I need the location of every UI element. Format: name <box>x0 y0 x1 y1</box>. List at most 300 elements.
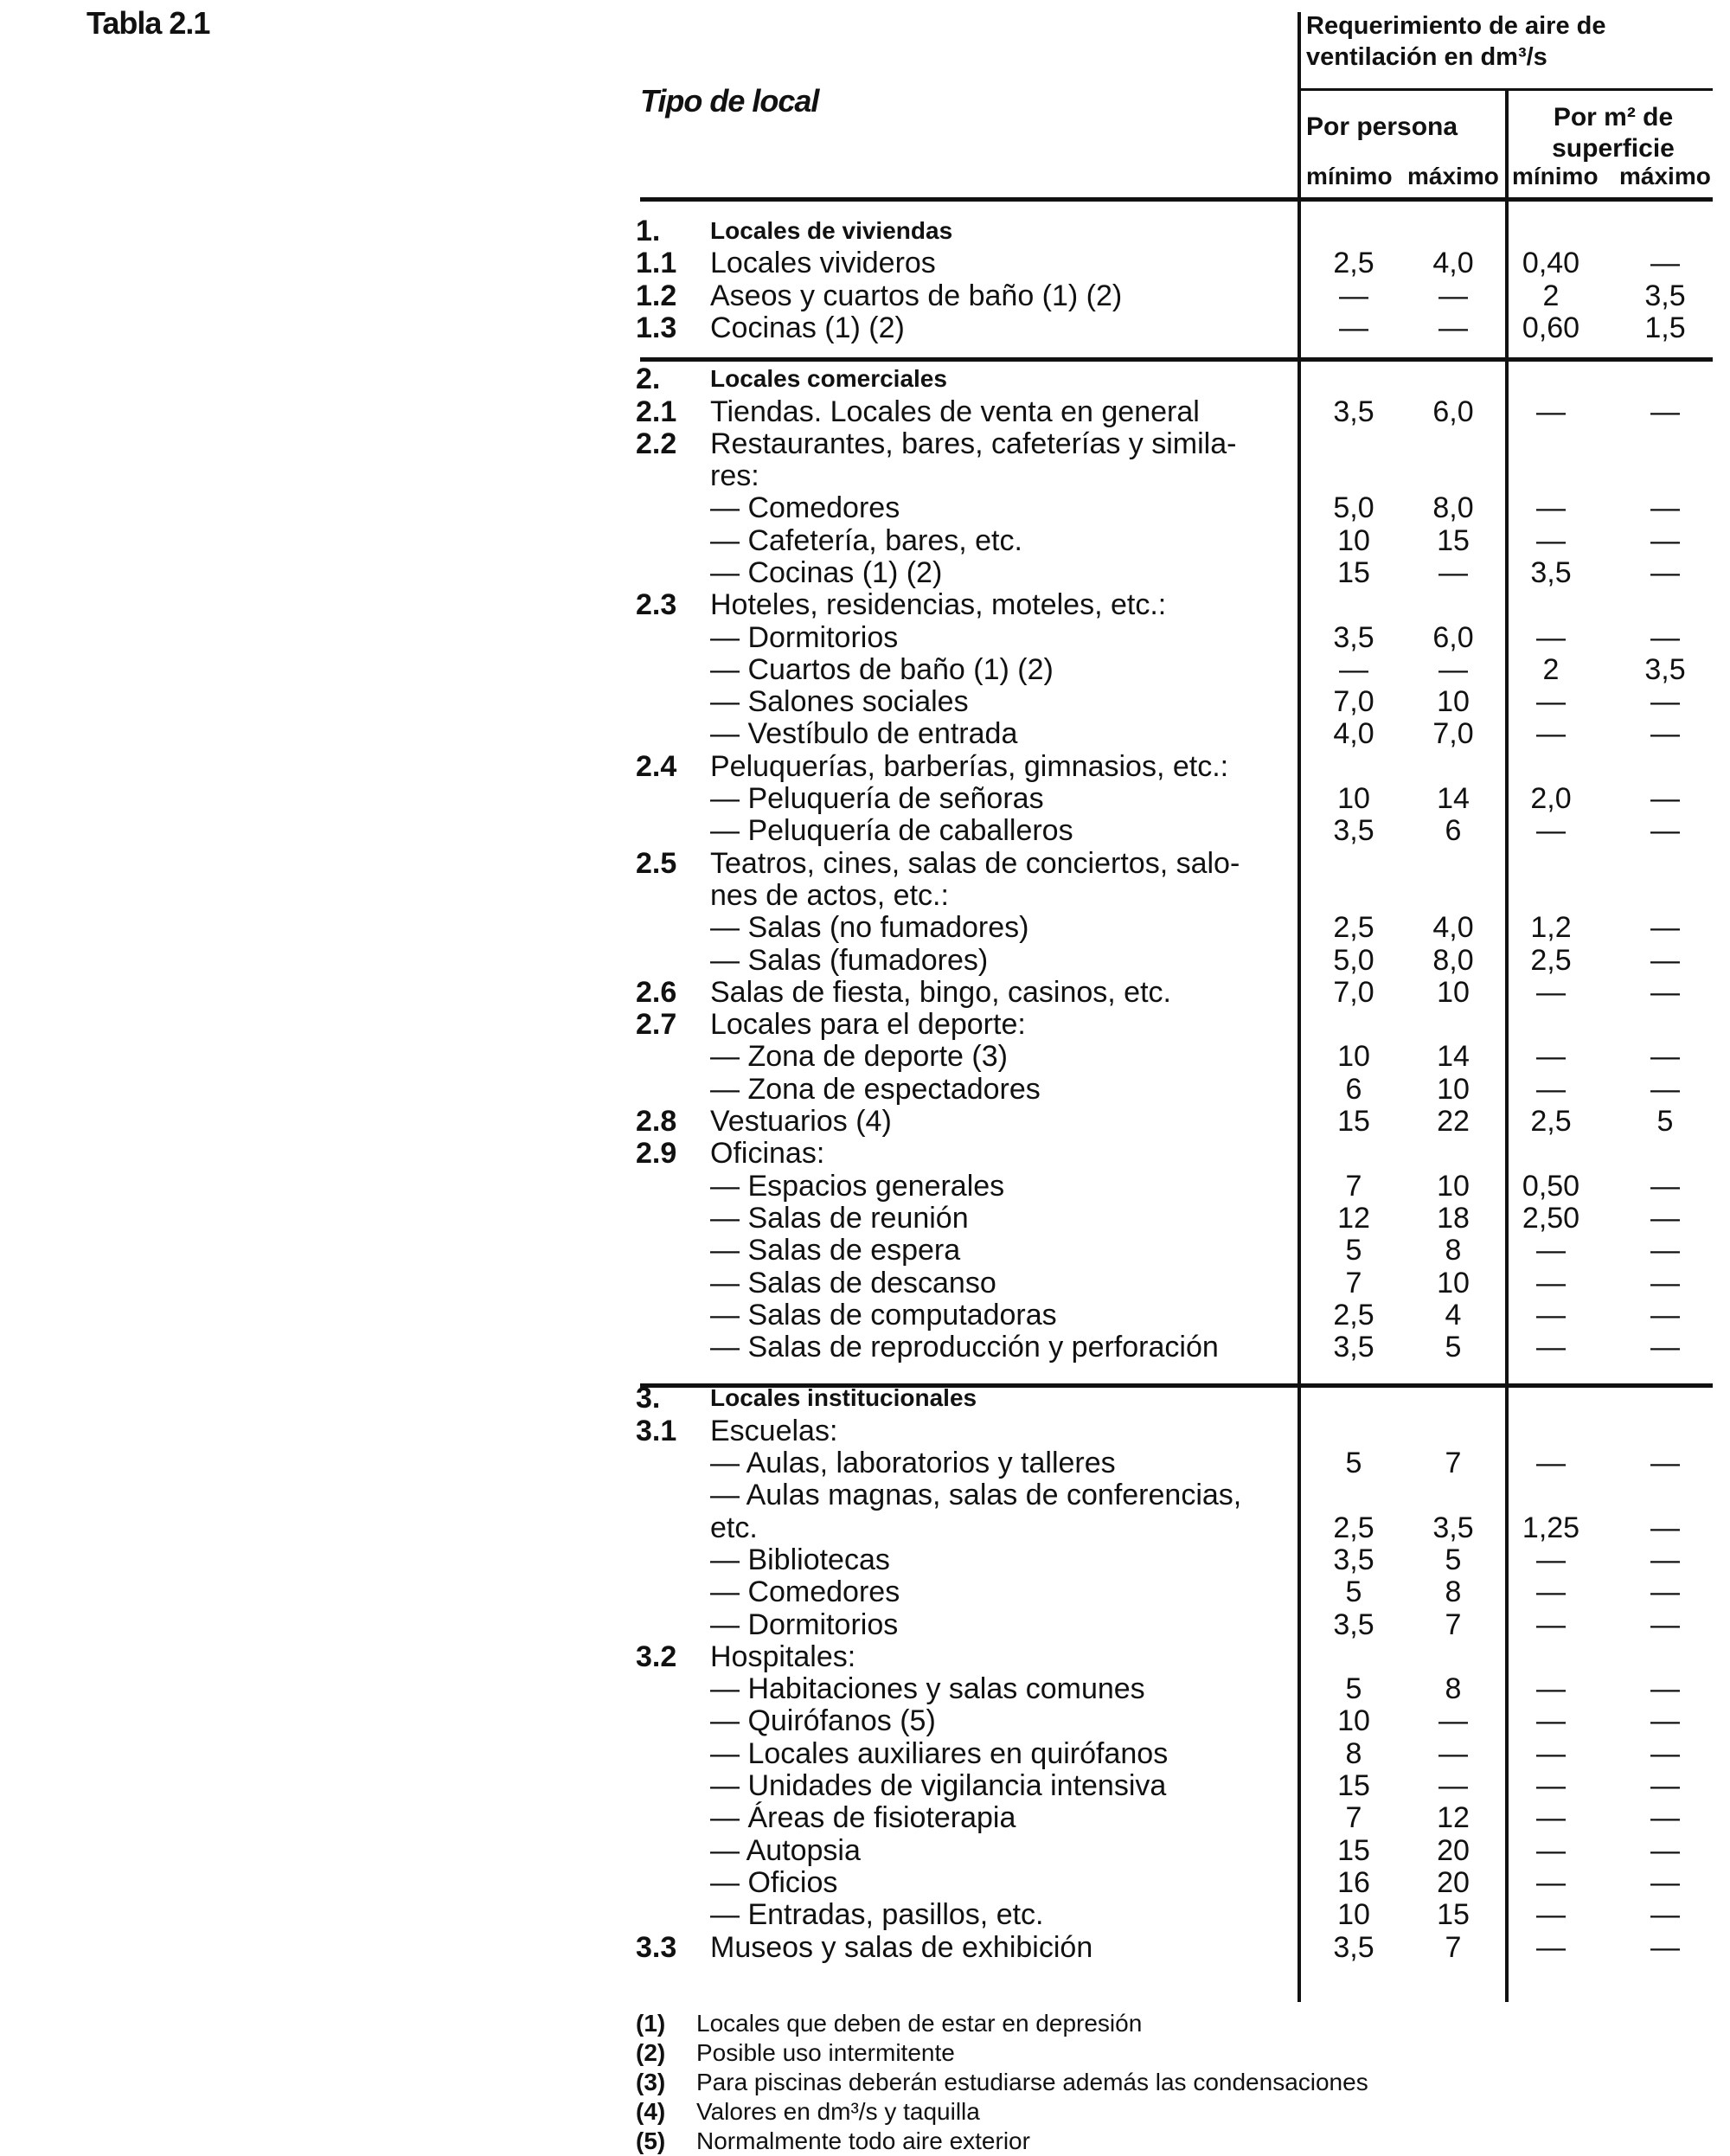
row-number: 2.5 <box>636 847 677 880</box>
cell-max-persona: 8 <box>1445 1234 1462 1267</box>
cell-max-persona: 10 <box>1437 1170 1470 1203</box>
row-label: — Vestíbulo de entrada <box>710 717 1018 750</box>
cell-max-m2: — <box>1650 1672 1680 1705</box>
table-row <box>636 247 1726 279</box>
cell-max-m2: — <box>1650 1769 1680 1802</box>
cell-min-m2: — <box>1536 621 1566 654</box>
table-row <box>636 1575 1726 1608</box>
section-rule-2 <box>640 357 1713 362</box>
row-label: Oficinas: <box>710 1137 825 1170</box>
cell-min-m2: 2,5 <box>1530 944 1572 977</box>
cell-min-m2: — <box>1536 1704 1566 1737</box>
cell-max-m2: — <box>1650 1704 1680 1737</box>
cell-min-m2: — <box>1536 1866 1566 1899</box>
cell-min-m2: — <box>1536 1234 1566 1267</box>
cell-max-m2: 1,5 <box>1644 311 1686 344</box>
cell-max-persona: — <box>1438 556 1468 589</box>
footnote-text: Normalmente todo aire exterior <box>696 2127 1030 2154</box>
cell-min-persona: 10 <box>1337 1898 1370 1931</box>
cell-min-persona: 10 <box>1337 782 1370 815</box>
cell-max-m2: — <box>1650 1331 1680 1364</box>
cell-max-persona: 6,0 <box>1432 621 1474 654</box>
cell-max-m2: 5 <box>1656 1105 1674 1138</box>
header-minimo-persona: mínimo <box>1306 163 1393 189</box>
row-label: — Aulas magnas, salas de conferencias, <box>710 1479 1242 1511</box>
table-row <box>636 1898 1726 1931</box>
cell-max-persona: 8,0 <box>1432 491 1474 524</box>
cell-max-m2: — <box>1650 1267 1680 1299</box>
row-label: — Cafetería, bares, etc. <box>710 524 1022 557</box>
cell-max-persona: 7 <box>1445 1447 1462 1479</box>
cell-max-m2: — <box>1650 717 1680 750</box>
table-row <box>636 1737 1726 1770</box>
cell-min-persona: 7 <box>1345 1801 1362 1834</box>
cell-min-m2: — <box>1536 1267 1566 1299</box>
row-number: 2.8 <box>636 1105 677 1138</box>
cell-min-m2: — <box>1536 1331 1566 1364</box>
cell-min-m2: 3,5 <box>1530 556 1572 589</box>
cell-min-persona: 4,0 <box>1333 717 1374 750</box>
row-label: — Autopsia <box>710 1834 861 1867</box>
table-row <box>636 1447 1726 1479</box>
cell-max-m2: 3,5 <box>1644 653 1686 686</box>
cell-min-persona: — <box>1339 311 1368 344</box>
header-requirement <box>1306 10 1721 73</box>
row-label: — Zona de deporte (3) <box>710 1040 1008 1073</box>
cell-max-persona: — <box>1438 1769 1468 1802</box>
cell-max-persona: 6 <box>1445 814 1462 847</box>
cell-min-persona: 7,0 <box>1333 685 1374 718</box>
header-rule <box>640 197 1713 202</box>
cell-min-persona: 12 <box>1337 1202 1370 1235</box>
row-label: Peluquerías, barberías, gimnasios, etc.: <box>710 750 1229 783</box>
cell-max-persona: 5 <box>1445 1543 1462 1576</box>
footnote-text: Valores en dm³/s y taquilla <box>696 2098 980 2125</box>
row-number: 1.3 <box>636 311 677 344</box>
cell-max-persona: 8 <box>1445 1575 1462 1608</box>
row-label: nes de actos, etc.: <box>710 879 949 912</box>
cell-max-persona: 18 <box>1437 1202 1470 1235</box>
footnote-text: Para piscinas deberán estudiarse además las condensaciones <box>696 2069 1368 2095</box>
row-label: Salas de fiesta, bingo, casinos, etc. <box>710 976 1171 1009</box>
row-number: 3.1 <box>636 1415 677 1447</box>
row-label: — Cocinas (1) (2) <box>710 556 943 589</box>
row-number: 2.9 <box>636 1137 677 1170</box>
row-number: 2.7 <box>636 1008 677 1041</box>
cell-max-m2: — <box>1650 621 1680 654</box>
cell-min-m2: 1,2 <box>1530 911 1572 944</box>
row-number: 1.1 <box>636 247 677 279</box>
row-label: — Locales auxiliares en quirófanos <box>710 1737 1169 1770</box>
cell-min-persona: 2,5 <box>1333 911 1374 944</box>
cell-min-persona: 3,5 <box>1333 1543 1374 1576</box>
header-minimo-m2: mínimo <box>1512 163 1599 189</box>
table-row <box>636 1331 1726 1364</box>
row-label: — Salones sociales <box>710 685 969 718</box>
cell-max-persona: — <box>1438 311 1468 344</box>
table-row <box>636 621 1726 654</box>
cell-min-persona: 2,5 <box>1333 1299 1374 1331</box>
table-row <box>636 311 1726 344</box>
cell-min-persona: 3,5 <box>1333 621 1374 654</box>
cell-min-m2: — <box>1536 717 1566 750</box>
cell-min-persona: 15 <box>1337 1769 1370 1802</box>
cell-min-persona: 10 <box>1337 524 1370 557</box>
cell-min-m2: — <box>1536 976 1566 1009</box>
row-label: — Áreas de fisioterapia <box>710 1801 1016 1834</box>
cell-min-m2: — <box>1536 1737 1566 1770</box>
row-number: 2. <box>636 363 661 395</box>
cell-max-m2: — <box>1650 782 1680 815</box>
table-row <box>636 1234 1726 1267</box>
cell-max-persona: 10 <box>1437 1073 1470 1106</box>
row-number: 3.2 <box>636 1640 677 1673</box>
row-label: Aseos y cuartos de baño (1) (2) <box>710 279 1123 312</box>
footnote-mark: (5) <box>636 2127 666 2154</box>
row-label: — Quirófanos (5) <box>710 1704 936 1737</box>
header-por-m2 <box>1509 102 1717 164</box>
cell-max-m2: — <box>1650 1737 1680 1770</box>
header-maximo-persona: máximo <box>1407 163 1499 189</box>
table-row <box>636 1137 1726 1170</box>
table-row <box>636 395 1726 428</box>
table-row <box>636 847 1726 880</box>
row-label: Hospitales: <box>710 1640 856 1673</box>
row-label: Tiendas. Locales de venta en general <box>710 395 1200 428</box>
row-label: — Entradas, pasillos, etc. <box>710 1898 1044 1931</box>
cell-min-persona: 3,5 <box>1333 1331 1374 1364</box>
cell-min-m2: — <box>1536 1447 1566 1479</box>
cell-min-m2: — <box>1536 1769 1566 1802</box>
cell-max-m2: — <box>1650 395 1680 428</box>
cell-min-persona: 5 <box>1345 1447 1362 1479</box>
cell-max-m2: — <box>1650 976 1680 1009</box>
table-row <box>636 1008 1726 1041</box>
cell-max-m2: — <box>1650 524 1680 557</box>
cell-min-m2: — <box>1536 491 1566 524</box>
cell-max-m2: — <box>1650 1898 1680 1931</box>
cell-max-m2: — <box>1650 1575 1680 1608</box>
cell-min-m2: — <box>1536 1040 1566 1073</box>
footnote-text: Posible uso intermitente <box>696 2039 955 2066</box>
row-label: — Espacios generales <box>710 1170 1005 1203</box>
row-label: — Unidades de vigilancia intensiva <box>710 1769 1167 1802</box>
cell-max-m2: — <box>1650 1299 1680 1331</box>
cell-min-persona: 5 <box>1345 1234 1362 1267</box>
cell-min-m2: — <box>1536 1543 1566 1576</box>
row-label: — Dormitorios <box>710 621 899 654</box>
cell-min-m2: — <box>1536 1801 1566 1834</box>
row-number: 2.6 <box>636 976 677 1009</box>
table-row <box>636 1931 1726 1964</box>
cell-min-persona: — <box>1339 653 1368 686</box>
header-req-line2: ventilación en dm³/s <box>1306 43 1547 71</box>
cell-min-persona: 3,5 <box>1333 1931 1374 1964</box>
table-row <box>636 1511 1726 1544</box>
cell-min-persona: 16 <box>1337 1866 1370 1899</box>
cell-min-m2: — <box>1536 395 1566 428</box>
table-row <box>636 427 1726 460</box>
header-m2-line1: Por m² de <box>1553 103 1674 132</box>
cell-min-m2: — <box>1536 1073 1566 1106</box>
row-number: 1.2 <box>636 279 677 312</box>
cell-min-persona: 2,5 <box>1333 1511 1374 1544</box>
table-row <box>636 879 1726 912</box>
cell-max-m2: — <box>1650 685 1680 718</box>
table-row <box>636 717 1726 750</box>
row-label: — Salas de reunión <box>710 1202 969 1235</box>
cell-min-m2: — <box>1536 1575 1566 1608</box>
cell-min-persona: 5,0 <box>1333 491 1374 524</box>
cell-max-m2: — <box>1650 1234 1680 1267</box>
row-label: — Habitaciones y salas comunes <box>710 1672 1145 1705</box>
row-label: Museos y salas de exhibición <box>710 1931 1093 1964</box>
cell-min-persona: 10 <box>1337 1040 1370 1073</box>
row-label: Locales institucionales <box>710 1384 977 1411</box>
cell-max-persona: 4 <box>1445 1299 1462 1331</box>
row-label: Locales de viviendas <box>710 217 953 244</box>
row-label: — Salas (no fumadores) <box>710 911 1029 944</box>
footnote-text: Locales que deben de estar en depresión <box>696 2010 1143 2037</box>
row-label: Escuelas: <box>710 1415 838 1447</box>
cell-max-m2: — <box>1650 1543 1680 1576</box>
cell-max-persona: 10 <box>1437 976 1470 1009</box>
cell-min-persona: 3,5 <box>1333 1608 1374 1641</box>
row-label: Locales vivideros <box>710 247 936 279</box>
cell-min-m2: 2 <box>1542 279 1560 312</box>
row-label: Teatros, cines, salas de conciertos, salo- <box>710 847 1240 880</box>
footnote-mark: (2) <box>636 2039 666 2066</box>
row-number: 3.3 <box>636 1931 677 1964</box>
table-row <box>636 1543 1726 1576</box>
cell-min-m2: 0,60 <box>1522 311 1580 344</box>
table-row <box>636 491 1726 524</box>
table-label: Tabla 2.1 <box>86 5 210 41</box>
table-row <box>636 363 1726 395</box>
row-number: 2.4 <box>636 750 677 783</box>
cell-min-persona: 15 <box>1337 1834 1370 1867</box>
table-row <box>636 1040 1726 1073</box>
row-label: Locales comerciales <box>710 365 947 392</box>
table-row <box>636 588 1726 621</box>
header-m2-line2: superficie <box>1552 134 1675 163</box>
cell-min-persona: 7 <box>1345 1170 1362 1203</box>
table-row <box>636 524 1726 557</box>
cell-max-m2: — <box>1650 1040 1680 1073</box>
cell-min-persona: 15 <box>1337 556 1370 589</box>
table-row <box>636 1170 1726 1203</box>
cell-min-m2: — <box>1536 1931 1566 1964</box>
cell-max-persona: 7 <box>1445 1608 1462 1641</box>
row-label: — Cuartos de baño (1) (2) <box>710 653 1054 686</box>
cell-min-persona: 3,5 <box>1333 395 1374 428</box>
row-label: — Peluquería de señoras <box>710 782 1044 815</box>
table-row <box>636 814 1726 847</box>
cell-max-persona: 14 <box>1437 1040 1470 1073</box>
table-row <box>636 750 1726 783</box>
cell-max-persona: 7 <box>1445 1931 1462 1964</box>
cell-max-m2: — <box>1650 1511 1680 1544</box>
row-label: — Bibliotecas <box>710 1543 890 1576</box>
cell-min-m2: 0,40 <box>1522 247 1580 279</box>
cell-max-m2: — <box>1650 1447 1680 1479</box>
cell-max-m2: 3,5 <box>1644 279 1686 312</box>
cell-min-m2: — <box>1536 1898 1566 1931</box>
cell-max-persona: — <box>1438 653 1468 686</box>
header-maximo-m2: máximo <box>1619 163 1711 189</box>
cell-min-persona: 5 <box>1345 1575 1362 1608</box>
table-row <box>636 685 1726 718</box>
table-row <box>636 1267 1726 1299</box>
row-number: 2.3 <box>636 588 677 621</box>
cell-max-m2: — <box>1650 1801 1680 1834</box>
cell-max-persona: 4,0 <box>1432 911 1474 944</box>
cell-max-persona: 10 <box>1437 1267 1470 1299</box>
cell-max-m2: — <box>1650 911 1680 944</box>
row-label: — Salas de computadoras <box>710 1299 1057 1331</box>
row-label: — Salas de descanso <box>710 1267 996 1299</box>
cell-max-persona: 20 <box>1437 1834 1470 1867</box>
cell-max-m2: — <box>1650 247 1680 279</box>
cell-min-m2: 1,25 <box>1522 1511 1580 1544</box>
cell-min-m2: — <box>1536 524 1566 557</box>
row-label: — Peluquería de caballeros <box>710 814 1073 847</box>
cell-min-m2: — <box>1536 685 1566 718</box>
table-row <box>636 1640 1726 1673</box>
row-number: 3. <box>636 1382 661 1415</box>
table-row <box>636 1202 1726 1235</box>
cell-max-m2: — <box>1650 944 1680 977</box>
cell-max-persona: — <box>1438 1704 1468 1737</box>
cell-max-persona: 15 <box>1437 524 1470 557</box>
table-row <box>636 1073 1726 1106</box>
table-row <box>636 1704 1726 1737</box>
header-tipo-de-local: Tipo de local <box>640 83 819 119</box>
cell-max-persona: 5 <box>1445 1331 1462 1364</box>
row-label: Restaurantes, bares, cafeterías y simila- <box>710 427 1237 460</box>
cell-max-persona: 15 <box>1437 1898 1470 1931</box>
row-number: 2.2 <box>636 427 677 460</box>
cell-min-persona: 5 <box>1345 1672 1362 1705</box>
cell-max-m2: — <box>1650 556 1680 589</box>
cell-min-m2: — <box>1536 1834 1566 1867</box>
cell-max-persona: 3,5 <box>1432 1511 1474 1544</box>
header-req-line1: Requerimiento de aire de <box>1306 12 1606 40</box>
cell-max-persona: 12 <box>1437 1801 1470 1834</box>
header-por-persona: Por persona <box>1306 112 1458 141</box>
cell-max-persona: 10 <box>1437 685 1470 718</box>
cell-max-persona: 4,0 <box>1432 247 1474 279</box>
cell-max-persona: 8 <box>1445 1672 1462 1705</box>
cell-max-m2: — <box>1650 814 1680 847</box>
table-row <box>636 1769 1726 1802</box>
cell-min-m2: — <box>1536 814 1566 847</box>
row-label: — Salas (fumadores) <box>710 944 989 977</box>
table-row <box>636 1672 1726 1705</box>
table-row <box>636 459 1726 492</box>
cell-min-persona: 10 <box>1337 1704 1370 1737</box>
table-row <box>636 911 1726 944</box>
table-row <box>636 653 1726 686</box>
cell-min-m2: 2,50 <box>1522 1202 1580 1235</box>
table-row <box>636 1866 1726 1899</box>
cell-max-m2: — <box>1650 1931 1680 1964</box>
cell-min-m2: 2,5 <box>1530 1105 1572 1138</box>
table-row <box>636 1801 1726 1834</box>
cell-min-persona: 8 <box>1345 1737 1362 1770</box>
table-row <box>636 1834 1726 1867</box>
row-label: — Aulas, laboratorios y talleres <box>710 1447 1116 1479</box>
table-row <box>636 556 1726 589</box>
table-row <box>636 976 1726 1009</box>
row-label: Cocinas (1) (2) <box>710 311 905 344</box>
cell-min-persona: — <box>1339 279 1368 312</box>
footnote-mark: (3) <box>636 2069 666 2095</box>
cell-max-persona: 14 <box>1437 782 1470 815</box>
table-row <box>636 1479 1726 1511</box>
table-row <box>636 1299 1726 1331</box>
row-label: — Salas de espera <box>710 1234 961 1267</box>
row-label: Vestuarios (4) <box>710 1105 892 1138</box>
table-row <box>636 782 1726 815</box>
cell-min-m2: 2 <box>1542 653 1560 686</box>
cell-min-persona: 3,5 <box>1333 814 1374 847</box>
cell-max-m2: — <box>1650 1170 1680 1203</box>
cell-max-m2: — <box>1650 1073 1680 1106</box>
cell-max-m2: — <box>1650 1866 1680 1899</box>
row-label: — Oficios <box>710 1866 838 1899</box>
cell-min-m2: 0,50 <box>1522 1170 1580 1203</box>
cell-max-persona: 8,0 <box>1432 944 1474 977</box>
cell-max-persona: 7,0 <box>1432 717 1474 750</box>
table-row <box>636 1415 1726 1447</box>
row-label: res: <box>710 459 759 492</box>
row-label: — Dormitorios <box>710 1608 899 1641</box>
table-row <box>636 279 1726 312</box>
row-label: Hoteles, residencias, moteles, etc.: <box>710 588 1167 621</box>
cell-min-persona: 6 <box>1345 1073 1362 1106</box>
cell-max-persona: 20 <box>1437 1866 1470 1899</box>
row-label: Locales para el deporte: <box>710 1008 1026 1041</box>
cell-min-persona: 15 <box>1337 1105 1370 1138</box>
cell-min-persona: 7,0 <box>1333 976 1374 1009</box>
cell-min-m2: — <box>1536 1299 1566 1331</box>
cell-min-persona: 5,0 <box>1333 944 1374 977</box>
cell-min-persona: 7 <box>1345 1267 1362 1299</box>
cell-min-m2: — <box>1536 1608 1566 1641</box>
row-number: 2.1 <box>636 395 677 428</box>
cell-max-persona: 22 <box>1437 1105 1470 1138</box>
header-rule-sub <box>1298 88 1713 91</box>
row-label: — Salas de reproducción y perforación <box>710 1331 1219 1364</box>
row-number: 1. <box>636 215 661 247</box>
cell-max-m2: — <box>1650 1608 1680 1641</box>
cell-min-m2: 2,0 <box>1530 782 1572 815</box>
cell-max-m2: — <box>1650 491 1680 524</box>
row-label: — Comedores <box>710 491 900 524</box>
table-row <box>636 1382 1726 1415</box>
table-row <box>636 1105 1726 1138</box>
row-label: etc. <box>710 1511 758 1544</box>
cell-min-persona: 2,5 <box>1333 247 1374 279</box>
cell-max-persona: 6,0 <box>1432 395 1474 428</box>
footnote-mark: (4) <box>636 2098 666 2125</box>
table-row <box>636 215 1726 247</box>
cell-max-m2: — <box>1650 1202 1680 1235</box>
cell-min-m2: — <box>1536 1672 1566 1705</box>
footnote-mark: (1) <box>636 2010 666 2037</box>
cell-max-m2: — <box>1650 1834 1680 1867</box>
